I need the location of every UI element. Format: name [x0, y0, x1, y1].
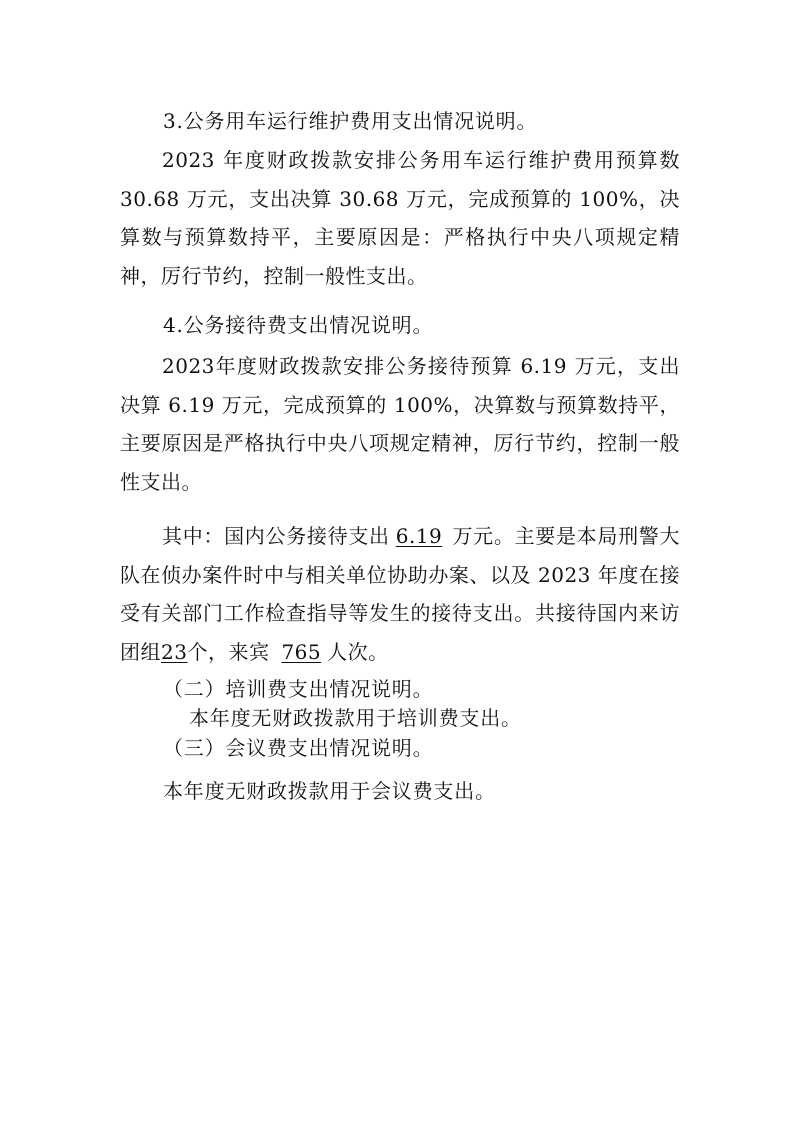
meeting-body: 本年度无财政拨款用于会议费支出。 — [163, 779, 496, 803]
reception-detail-text-4: 人次。 — [327, 639, 389, 664]
reception-detail-text-3: 个，来宾 — [187, 639, 270, 664]
training-body: 本年度无财政拨款用于培训费支出。 — [189, 706, 522, 730]
meeting-heading: （三）会议费支出情况说明。 — [163, 736, 434, 760]
vehicle-heading: 3.公务用车运行维护费用支出情况说明。 — [163, 109, 538, 133]
reception-heading: 4.公务接待费支出情况说明。 — [163, 313, 434, 337]
reception-detail-text-2: 万元。主要是本局刑警大队在侦办案件时中与相关单位协助办案、以及 2023 年度在接受有关部门工作检查指导等发生的接待支出。共接待国内来访团组 — [120, 524, 680, 664]
reception-visitors: 765 — [281, 639, 322, 664]
reception-groups: 23 — [161, 639, 188, 664]
reception-detail-text-1: 其中：国内公务接待支出 — [162, 524, 390, 548]
training-heading: （二）培训费支出情况说明。 — [163, 677, 434, 701]
reception-detail — [120, 517, 680, 671]
reception-body: 2023年度财政拨款安排公务接待预算 6.19 万元，支出决算 6.19 万元，完成预算的 100%，决算数与预算数持平，主要原因是严格执行中央八项规定精神，厉行节约，控制一般性支出。 — [120, 354, 680, 494]
reception-amount: 6.19 — [395, 524, 443, 548]
vehicle-body: 2023 年度财政拨款安排公务用车运行维护费用预算数 30.68 万元，支出决算 30.68 万元，完成预算的 100%，决算数与预算数持平，主要原因是：严格执行中央八项规定精神，厉行节约，控制一般性支出。 — [120, 148, 680, 288]
